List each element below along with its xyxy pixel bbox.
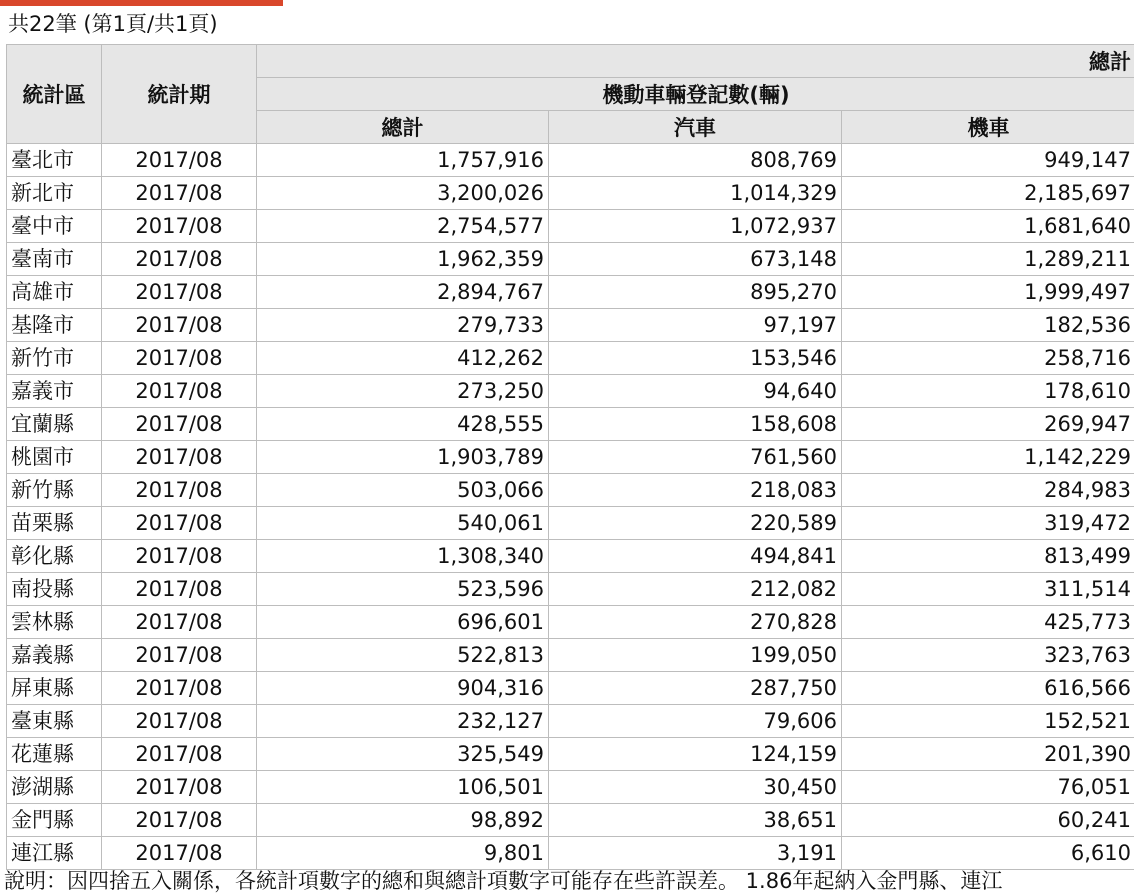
footer-note: 說明：因四捨五入關係，各統計項數字的總和與總計項數字可能存在些許誤差。 1.86年起納入金門縣、連江 [4, 868, 1134, 894]
cell-period: 2017/08 [102, 144, 257, 177]
cell-motorcycle: 616,566 [842, 672, 1134, 705]
cell-car: 761,560 [549, 441, 842, 474]
cell-motorcycle: 60,241 [842, 804, 1134, 837]
cell-period: 2017/08 [102, 738, 257, 771]
cell-car: 1,072,937 [549, 210, 842, 243]
cell-motorcycle: 813,499 [842, 540, 1134, 573]
cell-period: 2017/08 [102, 276, 257, 309]
cell-area: 苗栗縣 [7, 507, 102, 540]
table-row [7, 639, 1134, 672]
cell-total: 2,894,767 [257, 276, 549, 309]
cell-area: 澎湖縣 [7, 771, 102, 804]
cell-area: 新竹縣 [7, 474, 102, 507]
cell-total: 904,316 [257, 672, 549, 705]
cell-car: 97,197 [549, 309, 842, 342]
header-area: 統計區 [7, 45, 102, 144]
cell-motorcycle: 2,185,697 [842, 177, 1134, 210]
statistics-table [6, 44, 1134, 870]
table-row [7, 474, 1134, 507]
cell-motorcycle: 311,514 [842, 573, 1134, 606]
cell-total: 540,061 [257, 507, 549, 540]
cell-period: 2017/08 [102, 837, 257, 870]
cell-total: 232,127 [257, 705, 549, 738]
header-motorcycle: 機車 [842, 111, 1134, 144]
cell-area: 臺中市 [7, 210, 102, 243]
cell-period: 2017/08 [102, 672, 257, 705]
cell-area: 嘉義市 [7, 375, 102, 408]
table-row [7, 540, 1134, 573]
cell-total: 523,596 [257, 573, 549, 606]
table-row [7, 309, 1134, 342]
cell-total: 503,066 [257, 474, 549, 507]
cell-period: 2017/08 [102, 474, 257, 507]
cell-car: 212,082 [549, 573, 842, 606]
header-car: 汽車 [549, 111, 842, 144]
cell-period: 2017/08 [102, 177, 257, 210]
cell-area: 基隆市 [7, 309, 102, 342]
table-row [7, 672, 1134, 705]
cell-motorcycle: 269,947 [842, 408, 1134, 441]
cell-period: 2017/08 [102, 705, 257, 738]
cell-total: 325,549 [257, 738, 549, 771]
cell-total: 412,262 [257, 342, 549, 375]
header-grand-total: 總計 [257, 45, 1134, 78]
cell-motorcycle: 258,716 [842, 342, 1134, 375]
cell-period: 2017/08 [102, 342, 257, 375]
cell-motorcycle: 6,610 [842, 837, 1134, 870]
cell-car: 270,828 [549, 606, 842, 639]
table-row [7, 441, 1134, 474]
cell-area: 花蓮縣 [7, 738, 102, 771]
cell-area: 南投縣 [7, 573, 102, 606]
cell-motorcycle: 1,289,211 [842, 243, 1134, 276]
cell-area: 臺北市 [7, 144, 102, 177]
cell-period: 2017/08 [102, 804, 257, 837]
cell-motorcycle: 152,521 [842, 705, 1134, 738]
record-count: 共22筆 (第1頁/共1頁) [8, 10, 218, 38]
cell-total: 279,733 [257, 309, 549, 342]
table-row [7, 375, 1134, 408]
table-row [7, 342, 1134, 375]
table-row [7, 606, 1134, 639]
cell-car: 287,750 [549, 672, 842, 705]
cell-motorcycle: 323,763 [842, 639, 1134, 672]
cell-area: 臺南市 [7, 243, 102, 276]
table-row [7, 705, 1134, 738]
cell-car: 94,640 [549, 375, 842, 408]
table-row [7, 276, 1134, 309]
cell-car: 220,589 [549, 507, 842, 540]
header-vehicle-registrations: 機動車輛登記數(輛) [257, 78, 1134, 111]
table-row [7, 144, 1134, 177]
cell-period: 2017/08 [102, 573, 257, 606]
cell-car: 1,014,329 [549, 177, 842, 210]
cell-total: 696,601 [257, 606, 549, 639]
cell-motorcycle: 1,142,229 [842, 441, 1134, 474]
table-row [7, 243, 1134, 276]
cell-total: 1,903,789 [257, 441, 549, 474]
cell-total: 522,813 [257, 639, 549, 672]
cell-period: 2017/08 [102, 639, 257, 672]
cell-car: 158,608 [549, 408, 842, 441]
cell-area: 屏東縣 [7, 672, 102, 705]
cell-area: 連江縣 [7, 837, 102, 870]
table-row [7, 408, 1134, 441]
cell-car: 673,148 [549, 243, 842, 276]
table-row [7, 771, 1134, 804]
cell-motorcycle: 425,773 [842, 606, 1134, 639]
table-row [7, 177, 1134, 210]
cell-area: 高雄市 [7, 276, 102, 309]
table-row [7, 738, 1134, 771]
cell-car: 124,159 [549, 738, 842, 771]
top-accent-bar [0, 0, 283, 6]
cell-area: 雲林縣 [7, 606, 102, 639]
table-row [7, 573, 1134, 606]
table-header [7, 45, 1134, 144]
table-row [7, 804, 1134, 837]
cell-car: 30,450 [549, 771, 842, 804]
cell-area: 新北市 [7, 177, 102, 210]
cell-period: 2017/08 [102, 606, 257, 639]
cell-motorcycle: 182,536 [842, 309, 1134, 342]
cell-period: 2017/08 [102, 507, 257, 540]
cell-area: 金門縣 [7, 804, 102, 837]
cell-car: 199,050 [549, 639, 842, 672]
cell-total: 1,308,340 [257, 540, 549, 573]
cell-car: 153,546 [549, 342, 842, 375]
cell-motorcycle: 178,610 [842, 375, 1134, 408]
cell-motorcycle: 201,390 [842, 738, 1134, 771]
cell-area: 新竹市 [7, 342, 102, 375]
cell-car: 3,191 [549, 837, 842, 870]
cell-period: 2017/08 [102, 771, 257, 804]
cell-motorcycle: 284,983 [842, 474, 1134, 507]
cell-car: 79,606 [549, 705, 842, 738]
cell-total: 1,757,916 [257, 144, 549, 177]
cell-period: 2017/08 [102, 441, 257, 474]
cell-total: 3,200,026 [257, 177, 549, 210]
header-total: 總計 [257, 111, 549, 144]
cell-motorcycle: 1,681,640 [842, 210, 1134, 243]
cell-motorcycle: 319,472 [842, 507, 1134, 540]
cell-period: 2017/08 [102, 375, 257, 408]
cell-car: 38,651 [549, 804, 842, 837]
cell-motorcycle: 1,999,497 [842, 276, 1134, 309]
cell-area: 臺東縣 [7, 705, 102, 738]
cell-area: 彰化縣 [7, 540, 102, 573]
cell-period: 2017/08 [102, 309, 257, 342]
cell-area: 桃園市 [7, 441, 102, 474]
cell-period: 2017/08 [102, 243, 257, 276]
cell-period: 2017/08 [102, 210, 257, 243]
cell-total: 2,754,577 [257, 210, 549, 243]
header-period: 統計期 [102, 45, 257, 144]
cell-total: 9,801 [257, 837, 549, 870]
cell-total: 428,555 [257, 408, 549, 441]
cell-car: 895,270 [549, 276, 842, 309]
cell-period: 2017/08 [102, 540, 257, 573]
table-row [7, 210, 1134, 243]
cell-area: 宜蘭縣 [7, 408, 102, 441]
cell-motorcycle: 76,051 [842, 771, 1134, 804]
cell-area: 嘉義縣 [7, 639, 102, 672]
cell-car: 808,769 [549, 144, 842, 177]
cell-total: 106,501 [257, 771, 549, 804]
table-body [7, 144, 1134, 870]
cell-total: 273,250 [257, 375, 549, 408]
cell-total: 98,892 [257, 804, 549, 837]
cell-car: 494,841 [549, 540, 842, 573]
cell-motorcycle: 949,147 [842, 144, 1134, 177]
cell-total: 1,962,359 [257, 243, 549, 276]
table-row [7, 507, 1134, 540]
table-row [7, 837, 1134, 870]
cell-car: 218,083 [549, 474, 842, 507]
cell-period: 2017/08 [102, 408, 257, 441]
